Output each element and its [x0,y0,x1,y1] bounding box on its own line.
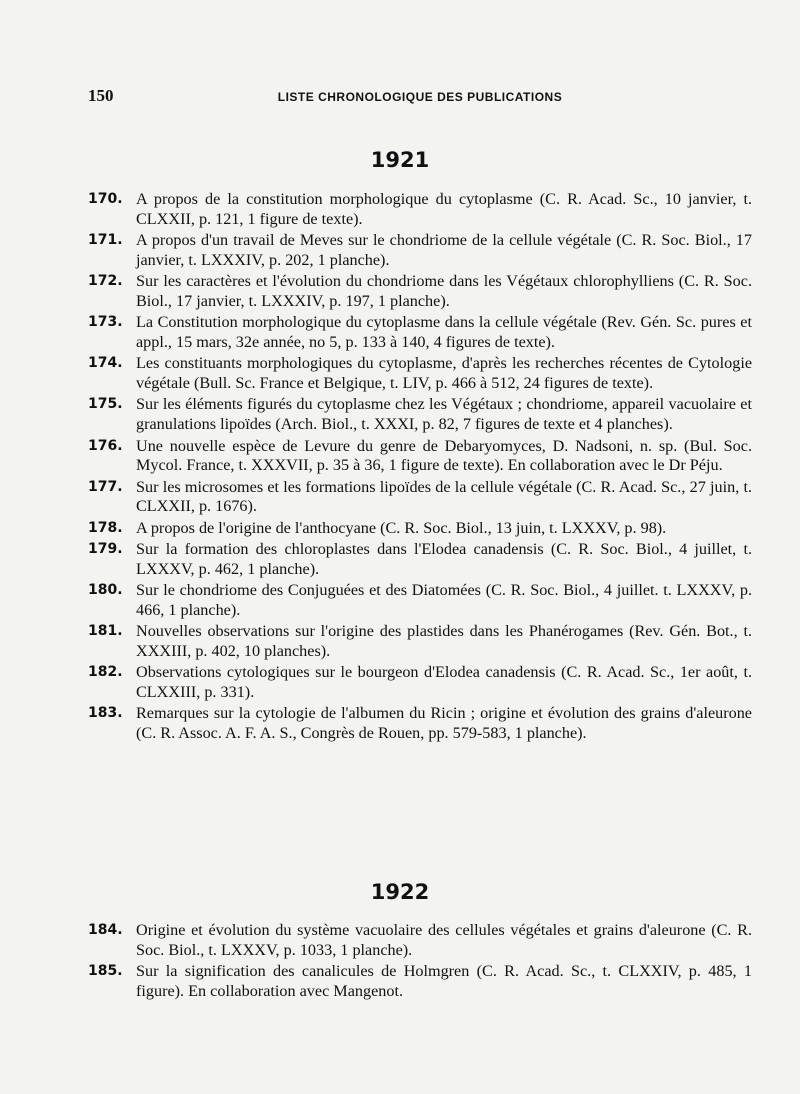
entry-text: Observations cytologiques sur le bourgeon d'Elodea canadensis (C. R. Acad. Sc., 1er août, t. CLXXIII, p. 331). [136,663,752,702]
entry-number: 180. [88,582,123,599]
list-item [88,519,752,539]
entry-number: 179. [88,541,123,558]
entry-text: Sur les caractères et l'évolution du chondriome dans les Végétaux chlorophylliens (C. R. Soc. Biol., 17 janvier, t. LXXXIV, p. 197, 1 planche). [136,272,752,310]
entry-number: 183. [88,705,123,722]
entry-number: 178. [88,519,123,536]
entry-text: Remarques sur la cytologie de l'albumen du Ricin ; origine et évolution des grains d'aleurone (C. R. Assoc. A. F. A. S., Congrès de Rouen, pp. 579-583, 1 planche). [136,704,752,743]
entry-text: Sur les microsomes et les formations lipoïdes de la cellule végétale (C. R. Acad. Sc., 27 juin, t. CLXXII, p. 1676). [136,477,752,516]
list-item [88,704,752,744]
publication-list-1922 [88,921,752,1003]
entry-number: 185. [88,963,123,980]
entry-text: Sur la formation des chloroplastes dans l'Elodea canadensis (C. R. Soc. Biol., 4 juillet, t. LXXXV, p. 462, 1 planche). [136,540,752,578]
list-item [88,478,752,518]
list-item [88,190,752,230]
entry-text: La Constitution morphologique du cytoplasme dans la cellule végétale (Rev. Gén. Sc. pures et appl., 15 mars, 32e année, no 5, p. 133 à 140, 4 figures de texte). [136,313,752,352]
entry-text: A propos de l'origine de l'anthocyane (C. R. Soc. Biol., 13 juin, t. LXXXV, p. 98). [136,518,667,537]
running-title: LISTE CHRONOLOGIQUE DES PUBLICATIONS [277,90,563,104]
entry-text: A propos de la constitution morphologique du cytoplasme (C. R. Acad. Sc., 10 janvier, t. CLXXII, p. 121, 1 figure de texte). [136,190,752,228]
list-item [88,962,752,1002]
list-item [88,921,752,961]
list-item [88,437,752,477]
entry-number: 181. [88,623,123,640]
entry-text: Nouvelles observations sur l'origine des plastides dans les Phanérogames (Rev. Gén. Bot., t. XXXIII, p. 402, 10 planches). [136,622,752,661]
entry-number: 171. [88,232,123,249]
entry-text: Les constituants morphologiques du cytoplasme, d'après les recherches récentes de Cytologie végétale (Bull. Sc. France et Belgique, t. LIV, p. 466 à 512, 24 figures de texte). [136,354,752,393]
list-item [88,395,752,435]
entry-number: 174. [88,355,123,372]
entry-text: Une nouvelle espèce de Levure du genre de Debaryomyces, D. Nadsoni, n. sp. (Bul. Soc. Mycol. France, t. XXXVII, p. 35 à 36, 1 figure de texte). En collaboration avec le Dr Péju. [136,436,752,475]
entry-number: 175. [88,396,123,413]
entry-text: Sur le chondriome des Conjuguées et des Diatomées (C. R. Soc. Biol., 4 juillet. t. LXXXV, p. 466, 1 planche). [136,581,752,619]
list-item [88,272,752,312]
list-item [88,540,752,580]
entry-number: 177. [88,478,123,495]
year-heading: 1922 [370,880,430,904]
list-item [88,663,752,703]
list-item [88,313,752,353]
entry-text: Origine et évolution du système vacuolaire des cellules végétales et grains d'aleurone (C. R. Soc. Biol., t. LXXXV, p. 1033, 1 planche). [136,921,752,959]
list-item [88,581,752,621]
page-number: 150 [88,86,114,105]
entry-text: Sur les éléments figurés du cytoplasme chez les Végétaux ; chondriome, appareil vacuolaire et granulations lipoïdes (Arch. Biol., t. XXXI, p. 82, 7 figures de texte et 4 planches). [136,395,752,434]
entry-number: 170. [88,191,123,207]
entry-text: Sur la signification des canalicules de Holmgren (C. R. Acad. Sc., t. CLXXIV, p. 485, 1 figure). En collaboration avec Mangenot. [136,962,752,1000]
list-item [88,231,752,271]
entry-number: 176. [88,437,123,454]
entry-number: 182. [88,664,123,681]
publication-list-1921 [88,190,752,746]
list-item [88,354,752,394]
entry-number: 173. [88,314,123,331]
list-item [88,622,752,662]
entry-text: A propos d'un travail de Meves sur le chondriome de la cellule végétale (C. R. Soc. Biol., 17 janvier, t. LXXXIV, p. 202, 1 planche). [136,231,752,269]
entry-number: 172. [88,273,123,290]
entry-number: 184. [88,922,123,938]
year-heading: 1921 [370,148,430,172]
page-header [88,86,752,110]
